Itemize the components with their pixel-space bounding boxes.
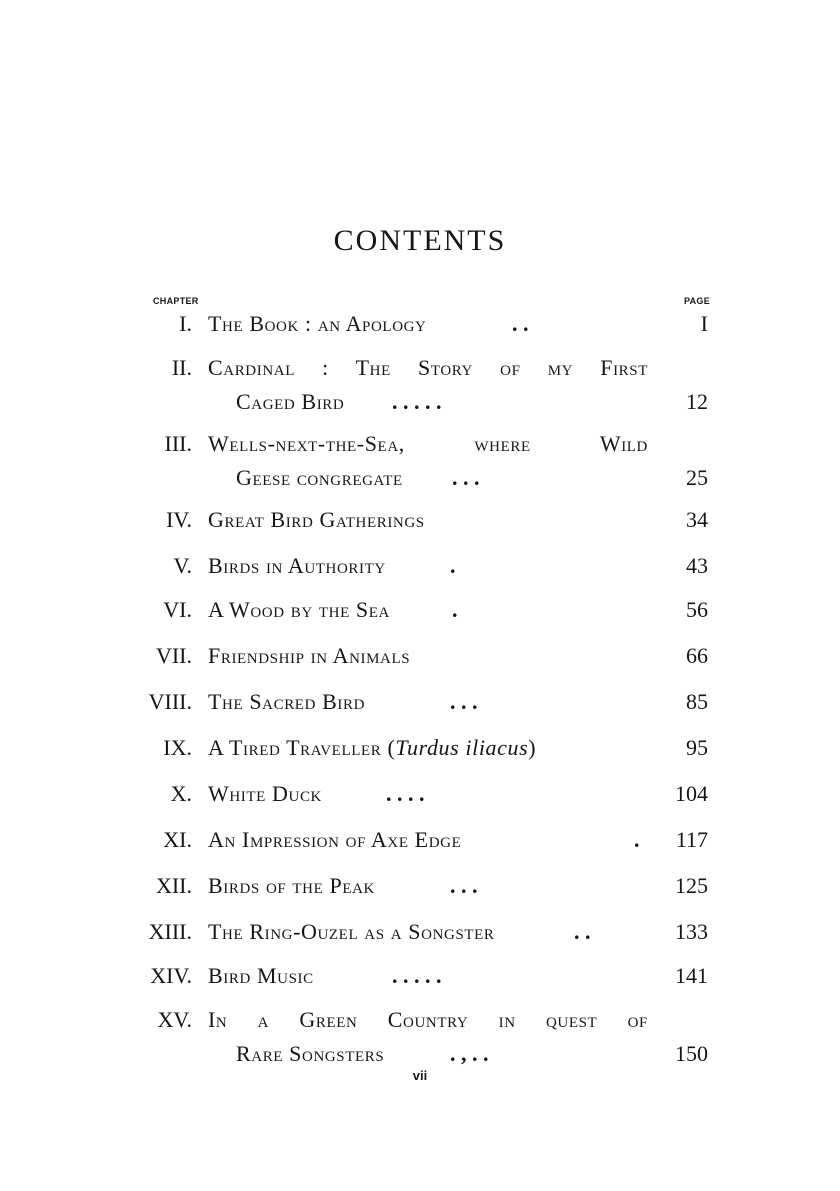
dot-leader: . .	[512, 311, 529, 336]
dot-leader: . . . . .	[392, 963, 442, 988]
chapter-title: Cardinal : The Story of my First	[208, 355, 648, 380]
page-number: 34	[686, 507, 708, 532]
dot-leader: . . . .	[386, 781, 425, 806]
chapter-number: VI.	[163, 597, 192, 622]
chapter-title: In a Green Country in quest of	[208, 1007, 648, 1032]
page-number: 95	[686, 735, 708, 760]
dot-leader: .	[450, 553, 456, 578]
chapter-number: I.	[179, 311, 192, 336]
dot-leader: .	[452, 597, 458, 622]
chapter-number: XI.	[163, 827, 192, 852]
chapter-title: Bird Music	[208, 963, 314, 988]
chapter-column-label: CHAPTER	[153, 296, 199, 306]
page-number: 150	[675, 1041, 708, 1066]
latin-name: Turdus iliacus	[395, 735, 529, 760]
page-number: 133	[675, 919, 708, 944]
chapter-number: XIV.	[150, 963, 192, 988]
chapter-title: Friendship in Animals	[208, 643, 411, 668]
page-number: 104	[675, 781, 708, 806]
chapter-title-text: )	[528, 735, 537, 760]
page-title: CONTENTS	[333, 224, 507, 257]
chapter-title-continued: Geese congregate	[236, 465, 403, 490]
dot-leader: . . .	[450, 873, 478, 898]
chapter-number: VII.	[155, 643, 192, 668]
dot-leader: . .	[574, 919, 591, 944]
chapter-number: III.	[164, 431, 192, 456]
chapter-number: IX.	[163, 735, 192, 760]
chapter-number: VIII.	[148, 689, 192, 714]
chapter-title: Birds in Authority	[208, 553, 386, 578]
chapter-number: IV.	[166, 507, 192, 532]
page-column-label: PAGE	[683, 296, 710, 306]
folio-page-number: vii	[412, 1068, 428, 1083]
dot-leader: . , . .	[450, 1041, 489, 1066]
page-number: 117	[675, 827, 708, 852]
dot-leader: . . . . .	[392, 389, 442, 414]
chapter-number: XII.	[155, 873, 192, 898]
chapter-number: II.	[171, 355, 192, 380]
page-number: 56	[686, 597, 708, 622]
chapter-title-text: A Tired Traveller (	[208, 735, 396, 760]
page-number: 125	[675, 873, 708, 898]
chapter-title-continued: Rare Songsters	[236, 1041, 385, 1066]
chapter-title: The Book : an Apology	[208, 311, 427, 336]
page-number: 43	[686, 553, 708, 578]
chapter-title: White Duck	[208, 781, 322, 806]
chapter-title: Birds of the Peak	[208, 873, 375, 898]
chapter-title: Wells-next-the-Sea, where Wild	[208, 431, 648, 456]
chapter-title: An Impression of Axe Edge	[208, 827, 462, 852]
dot-leader: . . .	[450, 689, 478, 714]
chapter-number: X.	[170, 781, 192, 806]
chapter-number: V.	[173, 553, 192, 578]
chapter-title-continued: Caged Bird	[236, 389, 345, 414]
page-number: 85	[686, 689, 708, 714]
chapter-title: Great Bird Gatherings	[208, 507, 425, 532]
page-number: 25	[686, 465, 708, 490]
dot-leader: . . .	[452, 465, 480, 490]
chapter-title: The Ring-Ouzel as a Songster	[208, 919, 495, 944]
chapter-number: XIII.	[148, 919, 192, 944]
chapter-title: A Wood by the Sea	[208, 597, 390, 622]
page-number: I	[700, 311, 708, 336]
page-number: 12	[686, 389, 708, 414]
page-number: 66	[686, 643, 708, 668]
chapter-title	[208, 734, 648, 762]
chapter-title: The Sacred Bird	[208, 689, 366, 714]
chapter-number: XV.	[157, 1007, 192, 1032]
page-number: 141	[675, 963, 708, 988]
dot-leader: .	[634, 827, 640, 852]
